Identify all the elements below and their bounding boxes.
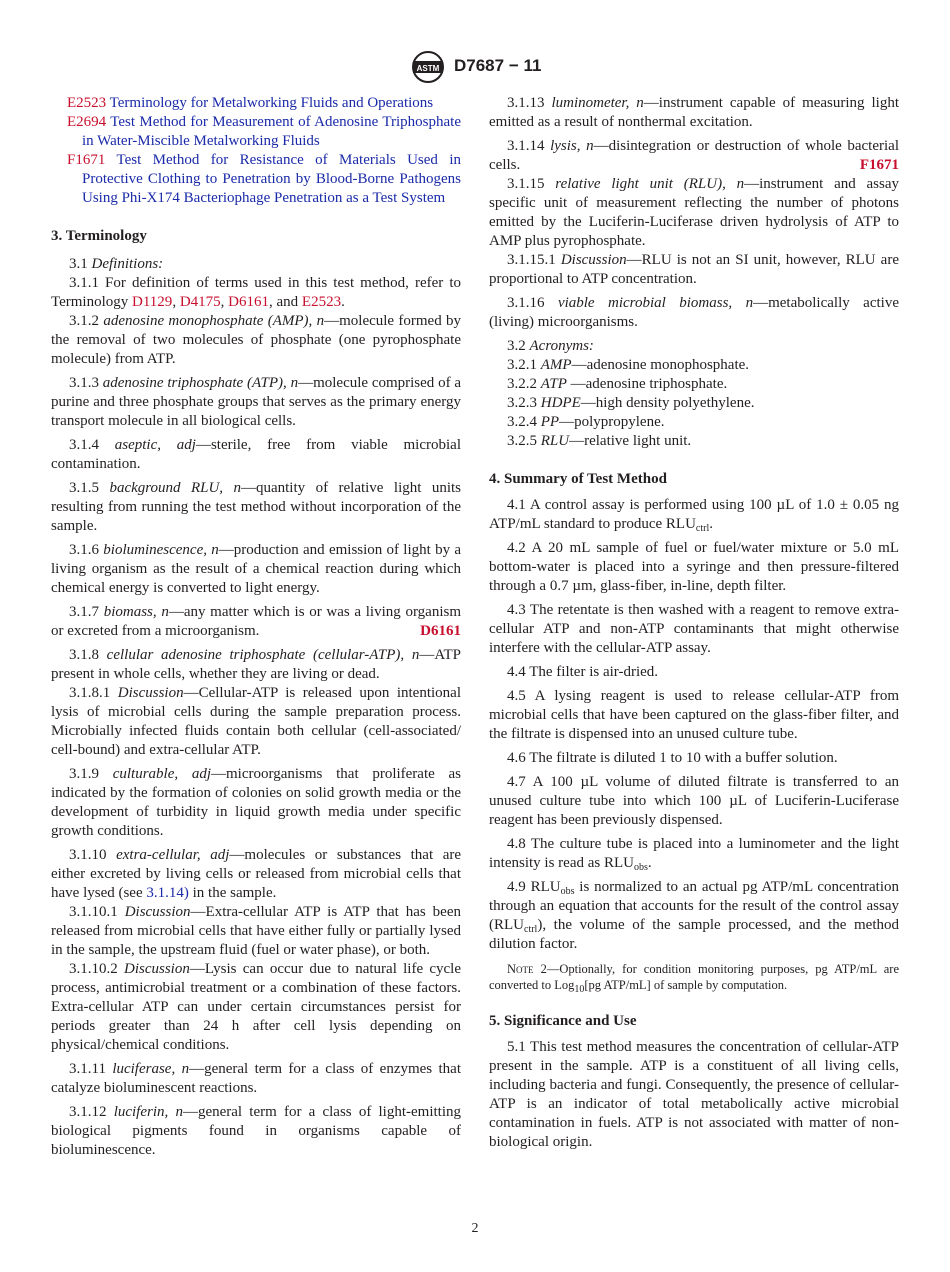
document-number: D7687 − 11: [454, 56, 542, 75]
astm-logo-text: ASTM: [416, 64, 440, 73]
reference-code-link[interactable]: E2694: [67, 114, 107, 130]
para-3-1-4: 3.1.4 aseptic, adj—sterile, free from viable microbial contamination.: [51, 437, 461, 472]
note-2: Note 2—Optionally, for condition monitoring purposes, pg ATP/mL are converted to Log$_{10}$[pg ATP/mL] of sample by computation.: [489, 962, 899, 995]
acronym-item: 3.2.3 HDPE—high density polyethylene.: [507, 395, 755, 411]
acronym-item: 3.2.1 AMP—adenosine monophosphate.: [507, 357, 750, 373]
para-3-1-16: 3.1.16 viable microbial biomass, n—metabolically active (living) microorganisms.: [489, 295, 899, 330]
para-3-1-9: 3.1.9 culturable, adj—microorganisms that proliferate as indicated by the formation of colonies on solid growth media or the development of turbidity in liquid growth media under specific growth conditions.: [51, 766, 461, 839]
para-3-2: 3.2 Acronyms:: [507, 338, 594, 354]
para-4-7: 4.7 A 100 µL volume of diluted filtrate is transferred to an unused culture tube into which 100 µL of Luciferin-Luciferase reagent has been previously dispensed.: [489, 774, 899, 828]
para-3-1-8-1: 3.1.8.1 Discussion—Cellular-ATP is released upon intentional lysis of microbial cells during the sample preparation process. Microbially infected fluids contain both cellular (cell-associated/ cell-bound) and extra-cellular ATP.: [51, 685, 462, 758]
para-3-1-7: 3.1.7 biomass, n—any matter which is or was a living organism or excreted from a microorganism. D6161: [51, 604, 462, 639]
para-3-1-3: 3.1.3 adenosine triphosphate (ATP), n—molecule comprised of a purine and three phosphate groups that serves as the primary energy transport molecule in all biological cells.: [51, 375, 461, 429]
reference-item: [51, 151, 461, 208]
reference-item: [51, 94, 461, 113]
section-3-heading: 3. Terminology: [51, 228, 147, 244]
para-3-1-14: 3.1.14 lysis, n—disintegration or destruction of whole bacterial cells. F1671: [489, 138, 899, 173]
page-header: [0, 50, 950, 86]
para-3-1-6: 3.1.6 bioluminescence, n—production and emission of light by a living organism as the result of a chemical reaction during which chemical energy is converted to light energy.: [51, 542, 462, 596]
acronym-item: 3.2.4 PP—polypropylene.: [507, 414, 665, 430]
para-3-1-1: 3.1.1 For definition of terms used in this test method, refer to Terminology D1129, D4175, D6161, and E2523.: [51, 275, 461, 310]
ref-link-d6161[interactable]: D6161: [420, 623, 461, 639]
ref-link-d6161[interactable]: D6161: [228, 294, 269, 310]
internal-link-3-1-14[interactable]: 3.1.14): [146, 885, 189, 901]
reference-title-link[interactable]: Terminology for Metalworking Fluids and Operations: [109, 95, 434, 111]
reference-code-link[interactable]: E2523: [67, 95, 107, 111]
para-3-1-10-1: 3.1.10.1 Discussion—Extra-cellular ATP is ATP that has been released from microbial cells that have either fully or partially lysed in the sample, the upstream fluid (fuel or water phase), or both.: [51, 904, 461, 958]
ref-link-f1671[interactable]: F1671: [859, 157, 899, 173]
astm-logo-icon: [410, 50, 446, 84]
para-3-1-10-2: 3.1.10.2 Discussion—Lysis can occur due to natural life cycle process, antimicrobial treatment or a combination of these factors. Extra-cellular ATP can under certain circumstances persist for periods greater than 24 h after cell lysis depending on physical/chemical conditions.: [51, 961, 461, 1053]
acronym-item: 3.2.5 RLU—relative light unit.: [507, 433, 692, 449]
para-4-8: 4.8 The culture tube is placed into a luminometer and the light intensity is read as $RLU_{obs}$.: [489, 836, 899, 873]
section-4-heading: 4. Summary of Test Method: [489, 471, 667, 487]
para-4-6: 4.6 The filtrate is diluted 1 to 10 with a buffer solution.: [507, 750, 838, 766]
para-3-1-8: 3.1.8 cellular adenosine triphosphate (cellular-ATP), n—ATP present in whole cells, whether they are living or dead.: [51, 647, 462, 682]
para-4-5: 4.5 A lysing reagent is used to release cellular-ATP from microbial cells that have been captured on the glass-fiber filter, and the filtrate is dispensed into an unused culture tube.: [489, 688, 899, 742]
ref-link-d1129[interactable]: D1129: [132, 294, 173, 310]
para-4-9: 4.9 $RLU_{obs}$ is normalized to an actual pg ATP/mL concentration through an equation that accounts for the result of the control assay $(RLU_{ctrl})$, the volume of the sample processed, and the method dilution factor.: [489, 879, 899, 952]
para-3-1-11: 3.1.11 luciferase, n—general term for a class of enzymes that catalyze bioluminescent reactions.: [51, 1061, 461, 1096]
section-5-heading: 5. Significance and Use: [489, 1013, 637, 1029]
para-3-1-2: 3.1.2 adenosine monophosphate (AMP), n—molecule formed by the removal of two molecules of phosphate (one pyrophosphate molecule) from ATP.: [51, 313, 462, 367]
reference-title-link[interactable]: Test Method for Measurement of Adenosine Triphosphate in Water-Miscible Metalworking Fluids: [82, 114, 462, 149]
para-3-1-5: 3.1.5 background RLU, n—quantity of relative light units resulting from running the test method without incorporation of the sample.: [51, 480, 461, 534]
reference-code-link[interactable]: F1671: [67, 152, 106, 168]
ref-link-e2523[interactable]: E2523: [301, 294, 342, 310]
para-3-1-15-1: 3.1.15.1 Discussion—RLU is not an SI unit, however, RLU are proportional to ATP concentration.: [489, 252, 899, 287]
para-3-1-12: 3.1.12 luciferin, n—general term for a class of light-emitting biological pigments found in organisms capable of bioluminescence.: [51, 1104, 461, 1158]
ref-link-d4175[interactable]: D4175: [179, 294, 221, 310]
para-5-1: 5.1 This test method measures the concentration of cellular-ATP present in the sample. ATP is a constituent of all living cells, including bacteria and fungi. Consequently, the presence of cellular-ATP is an indicator of total metabolically active microbial contamination in fuels. ATP is not associated with matter of non-biological origin.: [489, 1039, 899, 1150]
para-4-4: 4.4 The filter is air-dried.: [507, 664, 659, 680]
page-number: 2: [471, 1221, 479, 1236]
acronym-item: 3.2.2 ATP —adenosine triphosphate.: [507, 376, 728, 392]
left-column: [51, 94, 461, 1160]
right-column: [489, 94, 899, 1152]
para-3-1-10: 3.1.10 extra-cellular, adj—molecules or substances that are either excreted by living cells or released from microbial cells that have lysed (see 3.1.14) in the sample.: [51, 847, 462, 901]
para-4-2: 4.2 A 20 mL sample of fuel or fuel/water mixture or 5.0 mL bottom-water is placed into a syringe and then pressure-filtered through a 0.7 µm, glass-fiber, in-line, depth filter.: [489, 540, 899, 594]
para-4-1: 4.1 A control assay is performed using 100 µL of 1.0 ± 0.05 ng ATP/mL standard to produce $RLU_{ctrl}$.: [489, 497, 899, 534]
para-3-1: 3.1 Definitions:: [69, 256, 164, 272]
reference-item: [51, 113, 461, 151]
para-3-1-13: 3.1.13 luminometer, n—instrument capable of measuring light emitted as a result of nonthermal excitation.: [489, 95, 899, 130]
reference-title-link[interactable]: Test Method for Resistance of Materials Used in Protective Clothing to Penetration by Blood-Borne Pathogens Using Phi-X174 Bacteriophage Penetration as a Test System: [82, 152, 461, 206]
para-4-3: 4.3 The retentate is then washed with a reagent to remove extra-cellular ATP and non-ATP contaminants that might otherwise interfere with the cellular-ATP assay.: [489, 602, 899, 656]
para-3-1-15: 3.1.15 relative light unit (RLU), n—instrument and assay specific unit of measurement reflecting the number of photons emitted by the Luciferin-Luciferase driven hydrolysis of ATP to AMP plus pyrophosphate.: [489, 176, 900, 249]
